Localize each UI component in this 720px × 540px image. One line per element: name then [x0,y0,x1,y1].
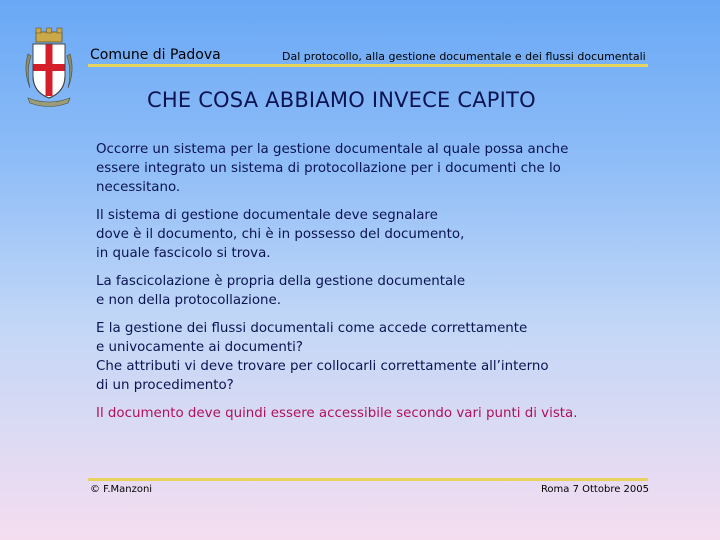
highlighted-paragraph: Il documento deve quindi essere accessibile secondo vari punti di vista. [96,406,578,421]
slide-title: CHE COSA ABBIAMO INVECE CAPITO [147,88,536,112]
footer-divider [88,478,648,481]
header-divider [88,64,648,67]
paragraph: E la gestione dei flussi documentali come accede correttamente e univocamente ai documenti? Che attributi vi deve trovare per collocarli correttamente all’interno di un procedimento? [96,321,549,393]
paragraph: Occorre un sistema per la gestione documentale al quale possa anche essere integrato un sistema di protocollazione per i documenti che lo necessitano. [96,142,569,195]
city-crest-icon [22,26,76,108]
organization-name: Comune di Padova [90,47,221,63]
slide-body [96,140,656,432]
footer-author: © F.Manzoni [90,484,153,495]
paragraph: La fascicolazione è propria della gestione documentale e non della protocollazione. [96,274,466,308]
footer-date: Roma 7 Ottobre 2005 [540,484,649,495]
presentation-subtitle: Dal protocollo, alla gestione documentale e dei flussi documentali [282,50,646,63]
paragraph: Il sistema di gestione documentale deve segnalare dove è il documento, chi è in possesso del documento, in quale fascicolo si trova. [96,208,465,261]
